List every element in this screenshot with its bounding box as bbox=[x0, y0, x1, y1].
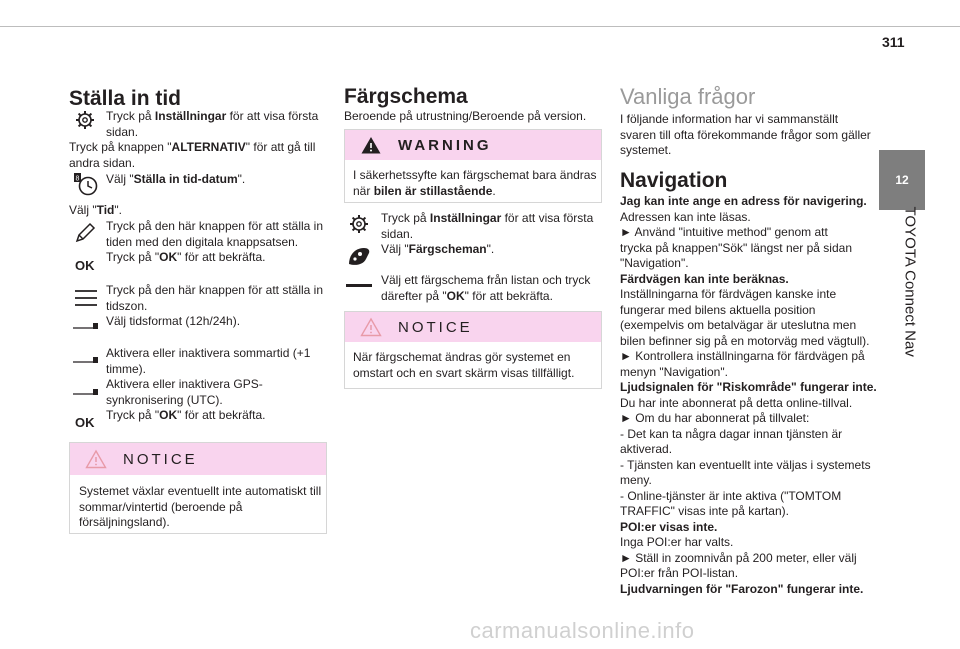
color-step-2: Välj "Färgscheman". bbox=[381, 242, 495, 256]
color-step-1: Tryck på Inställningar för att visa första sidan. bbox=[381, 211, 594, 241]
color-step-3: Välj ett färgschema från listan och tryck därefter på "OK" för att bekräfta. bbox=[381, 273, 591, 303]
page-number: 311 bbox=[882, 34, 905, 50]
pencil-icon bbox=[74, 222, 96, 244]
list-menu-icon bbox=[74, 288, 98, 308]
chapter-number: 12 bbox=[895, 173, 909, 187]
notice-text: När färgschemat ändras gör systemet en omstart och en svart skärm visas tillfälligt. bbox=[353, 350, 575, 380]
time-step-10: Aktivera eller inaktivera GPS- synkronisering (UTC). bbox=[106, 377, 263, 407]
caution-triangle-icon bbox=[85, 449, 107, 469]
time-step-8: Välj tidsformat (12h/24h). bbox=[106, 314, 241, 328]
caution-triangle-icon bbox=[360, 317, 382, 337]
list-line-icon bbox=[346, 283, 372, 289]
warning-title: WARNING bbox=[398, 136, 492, 154]
faq-question: Ljudvarningen för "Farozon" fungerar inte. bbox=[620, 581, 864, 596]
time-step-3: Välj "Ställa in tid-datum". bbox=[106, 172, 246, 186]
toggle-icon bbox=[73, 356, 99, 364]
time-step-6: Tryck på "OK" för att bekräfta. bbox=[106, 250, 266, 264]
faq-question: Färdvägen kan inte beräknas. bbox=[620, 271, 789, 286]
notice-title: NOTICE bbox=[123, 450, 198, 468]
toggle-icon bbox=[73, 388, 99, 396]
time-step-1: Tryck på Inställningar för att visa första sidan. bbox=[106, 109, 319, 139]
faq-question: Ljudsignalen för "Riskområde" fungerar inte. bbox=[620, 380, 877, 394]
watermark: carmanualsonline.info bbox=[470, 618, 695, 643]
color-palette-icon bbox=[346, 244, 372, 268]
notice-box-time bbox=[69, 442, 327, 534]
time-step-9: Aktivera eller inaktivera sommartid (+1 timme). bbox=[106, 346, 311, 376]
notice-header bbox=[345, 312, 601, 342]
warning-box bbox=[344, 129, 602, 203]
time-step-7: Tryck på den här knappen för att ställa in tidszon. bbox=[106, 283, 324, 313]
time-step-2: Tryck på knappen "ALTERNATIV" för att gå till andra sidan. bbox=[69, 140, 316, 170]
svg-text:8: 8 bbox=[75, 175, 80, 183]
notice-title: NOTICE bbox=[398, 318, 473, 336]
faq-question: Jag kan inte ange en adress för navigering. bbox=[620, 194, 867, 208]
top-rule bbox=[0, 26, 960, 27]
chapter-tab[interactable] bbox=[879, 150, 925, 210]
faq-intro: I följande information har vi sammanställt svaren till ofta förekommande frågor som gäller systemet. bbox=[620, 112, 871, 157]
faq-question: POI:er visas inte. bbox=[620, 519, 718, 534]
section-title-navigation: Navigation bbox=[620, 169, 728, 192]
color-intro: Beroende på utrustning/Beroende på version. bbox=[344, 109, 587, 123]
section-title-time: Ställa in tid bbox=[69, 87, 182, 110]
faq-list: Jag kan inte ange en adress för navigering. Adressen kan inte läsas. ► Använd "intuitive method" genom att trycka på knappen"Sök" längst ner på sidan "Navigation". Färdvägen kan inte beräknas. Inställningarna för färdvägen kanske inte fungerar med bilens aktuella position (exempelvis om betalvägar är uteslutna men bilen befinner sig på en motorväg med vägtull). ► Kontrollera inställningarna för färdvägen på menyn "Navigation". Ljudsignalen för "Riskområde" fungerar inte. Du har inte abonnerat på detta online-tillval. ► Om du har abonnerat på tillvalet: - Det kan ta några dagar innan tjänsten är aktiverad. - Tjänsten kan eventuellt inte väljas i systemets meny. - Online-tjänster är inte aktiva ("TOMTOM TRAFFIC" visas inte på kartan). POI:er visas inte. Inga POI:er har valts. ► Ställ in zoomnivån på 200 meter, eller välj POI:er från POI-listan. Ljudvarningen för "Farozon" fungerar inte. bbox=[620, 194, 877, 596]
toggle-icon bbox=[73, 322, 99, 330]
time-step-4: Välj "Tid". bbox=[69, 203, 122, 217]
gear-icon bbox=[75, 110, 95, 130]
gear-icon bbox=[349, 214, 369, 234]
warning-text: I säkerhetssyfte kan färgschemat bara ändras när bilen är stillastående. bbox=[353, 168, 597, 198]
notice-text: Systemet växlar eventuellt inte automatiskt till sommar/vintertid (beroende på försäljningsland). bbox=[79, 484, 322, 529]
clock-settings-icon bbox=[73, 172, 99, 196]
warning-header bbox=[345, 130, 601, 160]
ok-button-icon: OK bbox=[75, 415, 95, 430]
time-step-5: Tryck på den här knappen för att ställa in tiden med den digitala knappsatsen. bbox=[106, 219, 324, 249]
time-step-11: Tryck på "OK" för att bekräfta. bbox=[106, 408, 266, 422]
section-title-color-scheme: Färgschema bbox=[344, 85, 468, 108]
notice-header bbox=[70, 443, 326, 475]
warning-triangle-icon bbox=[360, 135, 382, 155]
chapter-title-text: TOYOTA Connect Nav bbox=[901, 206, 919, 357]
ok-button-icon: OK bbox=[75, 258, 95, 273]
section-title-faq: Vanliga frågor bbox=[620, 84, 756, 109]
notice-box-color bbox=[344, 311, 602, 389]
